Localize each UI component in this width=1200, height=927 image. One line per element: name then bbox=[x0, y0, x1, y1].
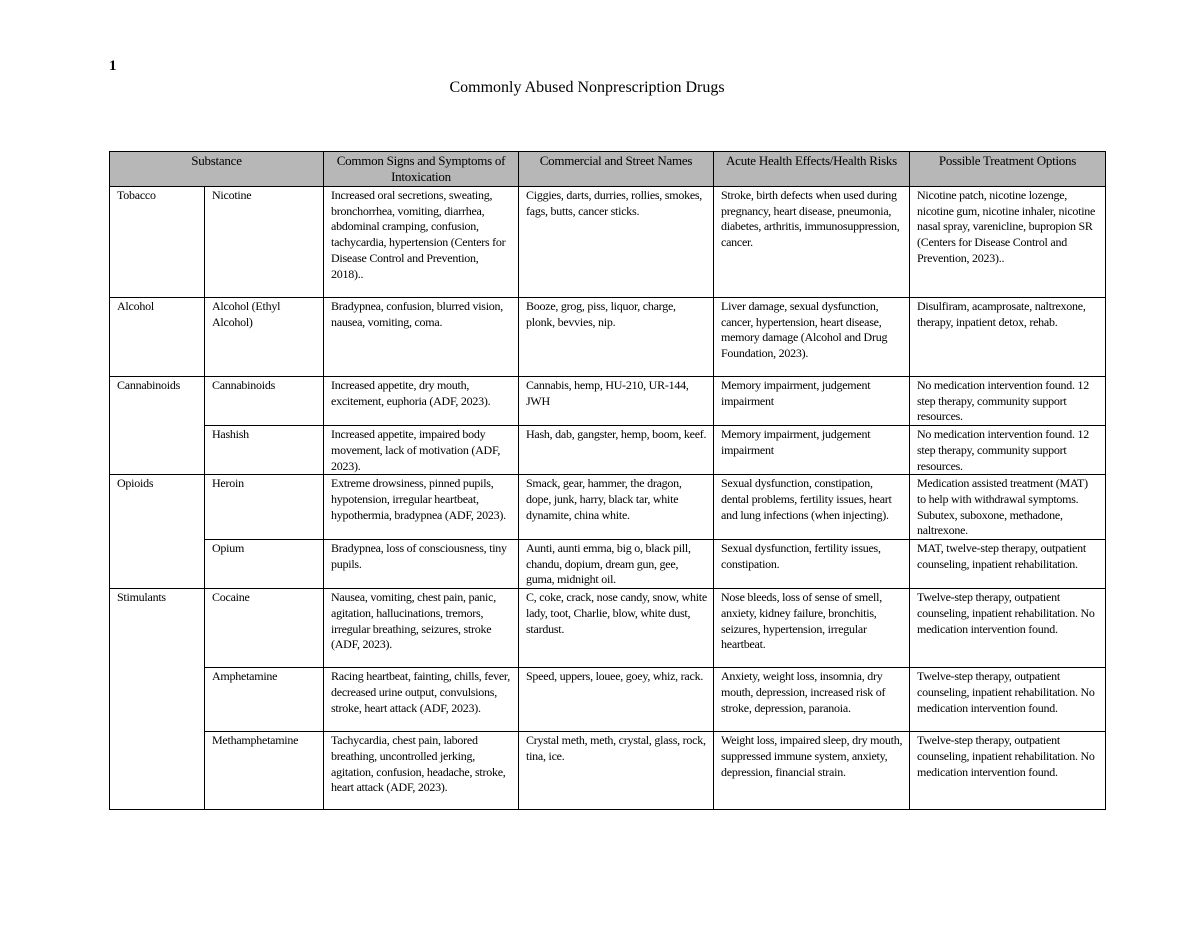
table-row bbox=[110, 589, 1106, 668]
substance-cell: Alcohol (Ethyl Alcohol) bbox=[205, 298, 324, 377]
signs-cell: Extreme drowsiness, pinned pupils, hypotension, irregular heartbeat, hypothermia, bradypnea (ADF, 2023). bbox=[324, 475, 519, 540]
signs-cell: Nausea, vomiting, chest pain, panic, agitation, hallucinations, tremors, irregular breathing, seizures, stroke (ADF, 2023). bbox=[324, 589, 519, 668]
signs-cell: Tachycardia, chest pain, labored breathing, uncontrolled jerking, agitation, confusion, headache, stroke, heart attack (ADF, 2023). bbox=[324, 732, 519, 810]
header-effects: Acute Health Effects/Health Risks bbox=[714, 152, 910, 187]
signs-cell: Increased appetite, dry mouth, excitement, euphoria (ADF, 2023). bbox=[324, 377, 519, 426]
table-row bbox=[110, 298, 1106, 377]
signs-cell: Bradypnea, loss of consciousness, tiny pupils. bbox=[324, 540, 519, 589]
document-title: Commonly Abused Nonprescription Drugs bbox=[449, 79, 725, 96]
names-cell: Booze, grog, piss, liquor, charge, plonk, bevvies, nip. bbox=[519, 298, 714, 377]
category-cell: Alcohol bbox=[110, 298, 205, 377]
names-cell: Smack, gear, hammer, the dragon, dope, junk, harry, black tar, white dynamite, china white. bbox=[519, 475, 714, 540]
drug-table bbox=[109, 151, 1106, 810]
treatment-cell: Disulfiram, acamprosate, naltrexone, therapy, inpatient detox, rehab. bbox=[910, 298, 1106, 377]
effects-cell: Nose bleeds, loss of sense of smell, anxiety, kidney failure, bronchitis, seizures, hypertension, irregular heartbeat. bbox=[714, 589, 910, 668]
category-cell: Tobacco bbox=[110, 187, 205, 298]
table-row bbox=[110, 187, 1106, 298]
substance-cell: Methamphetamine bbox=[205, 732, 324, 810]
treatment-cell: No medication intervention found. 12 step therapy, community support resources. bbox=[910, 426, 1106, 475]
effects-cell: Memory impairment, judgement impairment bbox=[714, 426, 910, 475]
names-cell: Ciggies, darts, durries, rollies, smokes, fags, butts, cancer sticks. bbox=[519, 187, 714, 298]
header-treatment: Possible Treatment Options bbox=[910, 152, 1106, 187]
effects-cell: Weight loss, impaired sleep, dry mouth, suppressed immune system, anxiety, depression, financial strain. bbox=[714, 732, 910, 810]
substance-cell: Amphetamine bbox=[205, 668, 324, 732]
category-cell: Stimulants bbox=[110, 589, 205, 810]
category-cell: Cannabinoids bbox=[110, 377, 205, 475]
names-cell: Hash, dab, gangster, hemp, boom, keef. bbox=[519, 426, 714, 475]
substance-cell: Cannabinoids bbox=[205, 377, 324, 426]
treatment-cell: Medication assisted treatment (MAT) to help with withdrawal symptoms. Subutex, suboxone, methadone, naltrexone. bbox=[910, 475, 1106, 540]
table-row bbox=[110, 475, 1106, 540]
effects-cell: Liver damage, sexual dysfunction, cancer, hypertension, heart disease, memory damage (Alcohol and Drug Foundation, 2023). bbox=[714, 298, 910, 377]
names-cell: Cannabis, hemp, HU-210, UR-144, JWH bbox=[519, 377, 714, 426]
substance-cell: Heroin bbox=[205, 475, 324, 540]
treatment-cell: Nicotine patch, nicotine lozenge, nicotine gum, nicotine inhaler, nicotine nasal spray, varenicline, bupropion SR (Centers for Disease Control and Prevention, 2023).. bbox=[910, 187, 1106, 298]
names-cell: C, coke, crack, nose candy, snow, white lady, toot, Charlie, blow, white dust, stardust. bbox=[519, 589, 714, 668]
effects-cell: Sexual dysfunction, fertility issues, constipation. bbox=[714, 540, 910, 589]
signs-cell: Increased oral secretions, sweating, bronchorrhea, vomiting, diarrhea, abdominal cramping, confusion, tachycardia, hypertension (Centers for Disease Control and Prevention, 2018).. bbox=[324, 187, 519, 298]
treatment-cell: Twelve-step therapy, outpatient counseling, inpatient rehabilitation. No medication intervention found. bbox=[910, 668, 1106, 732]
category-cell: Opioids bbox=[110, 475, 205, 589]
table-row bbox=[110, 426, 1106, 475]
table-row bbox=[110, 668, 1106, 732]
signs-cell: Increased appetite, impaired body movement, lack of motivation (ADF, 2023). bbox=[324, 426, 519, 475]
names-cell: Speed, uppers, louee, goey, whiz, rack. bbox=[519, 668, 714, 732]
treatment-cell: MAT, twelve-step therapy, outpatient counseling, inpatient rehabilitation. bbox=[910, 540, 1106, 589]
table-row bbox=[110, 540, 1106, 589]
table-row bbox=[110, 377, 1106, 426]
table-header-row bbox=[110, 152, 1106, 187]
substance-cell: Hashish bbox=[205, 426, 324, 475]
page-number: 1 bbox=[109, 58, 117, 74]
signs-cell: Racing heartbeat, fainting, chills, fever, decreased urine output, convulsions, stroke, heart attack (ADF, 2023). bbox=[324, 668, 519, 732]
effects-cell: Memory impairment, judgement impairment bbox=[714, 377, 910, 426]
substance-cell: Cocaine bbox=[205, 589, 324, 668]
substance-cell: Opium bbox=[205, 540, 324, 589]
signs-cell: Bradypnea, confusion, blurred vision, nausea, vomiting, coma. bbox=[324, 298, 519, 377]
table-row bbox=[110, 732, 1106, 810]
header-substance: Substance bbox=[110, 152, 324, 187]
header-names: Commercial and Street Names bbox=[519, 152, 714, 187]
substance-cell: Nicotine bbox=[205, 187, 324, 298]
treatment-cell: Twelve-step therapy, outpatient counseling, inpatient rehabilitation. No medication intervention found. bbox=[910, 589, 1106, 668]
treatment-cell: No medication intervention found. 12 step therapy, community support resources. bbox=[910, 377, 1106, 426]
effects-cell: Anxiety, weight loss, insomnia, dry mouth, depression, increased risk of stroke, depression, paranoia. bbox=[714, 668, 910, 732]
treatment-cell: Twelve-step therapy, outpatient counseling, inpatient rehabilitation. No medication intervention found. bbox=[910, 732, 1106, 810]
effects-cell: Sexual dysfunction, constipation, dental problems, fertility issues, heart and lung infections (when injecting). bbox=[714, 475, 910, 540]
header-signs: Common Signs and Symptoms of Intoxication bbox=[324, 152, 519, 187]
effects-cell: Stroke, birth defects when used during pregnancy, heart disease, pneumonia, diabetes, arthritis, immunosuppression, cancer. bbox=[714, 187, 910, 298]
names-cell: Crystal meth, meth, crystal, glass, rock, tina, ice. bbox=[519, 732, 714, 810]
names-cell: Aunti, aunti emma, big o, black pill, chandu, dopium, dream gun, gee, guma, midnight oil. bbox=[519, 540, 714, 589]
